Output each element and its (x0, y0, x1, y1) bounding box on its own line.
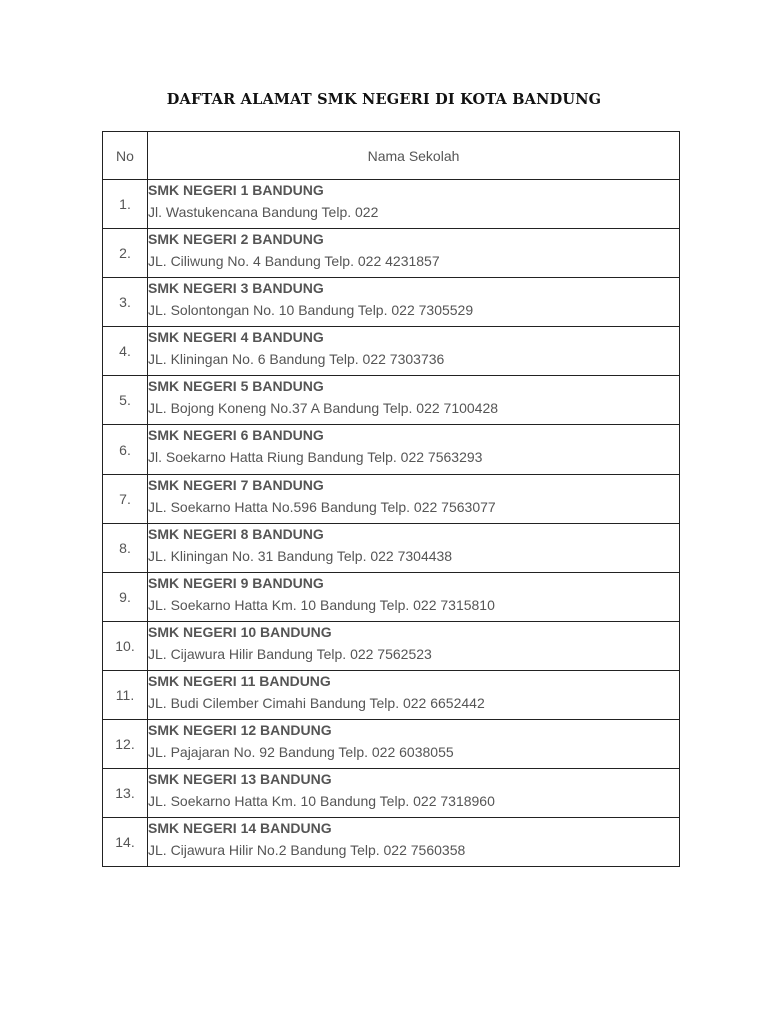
table-row (103, 523, 680, 572)
row-number: 7. (103, 474, 148, 523)
school-address: JL. Cijawura Hilir No.2 Bandung Telp. 022 7560358 (148, 842, 466, 859)
school-info-cell (148, 720, 680, 769)
row-number: 10. (103, 621, 148, 670)
school-info-cell (148, 180, 680, 229)
row-number: 9. (103, 572, 148, 621)
row-number: 13. (103, 769, 148, 818)
table-header-row (103, 132, 680, 180)
school-info-cell (148, 376, 680, 425)
school-info-cell (148, 278, 680, 327)
table-row (103, 572, 680, 621)
row-number: 3. (103, 278, 148, 327)
school-address: JL. Ciliwung No. 4 Bandung Telp. 022 4231857 (148, 253, 440, 270)
school-name: SMK NEGERI 13 BANDUNG (148, 771, 332, 788)
school-info-cell (148, 572, 680, 621)
row-number: 4. (103, 327, 148, 376)
school-name: SMK NEGERI 10 BANDUNG (148, 623, 332, 640)
row-number: 14. (103, 818, 148, 867)
table-row (103, 278, 680, 327)
row-number: 11. (103, 670, 148, 719)
school-name: SMK NEGERI 2 BANDUNG (148, 231, 324, 248)
school-address: JL. Soekarno Hatta Km. 10 Bandung Telp. 022 7318960 (148, 793, 495, 810)
school-name: SMK NEGERI 5 BANDUNG (148, 378, 324, 395)
school-info-cell (148, 769, 680, 818)
table-row (103, 327, 680, 376)
row-number: 1. (103, 180, 148, 229)
school-name: SMK NEGERI 12 BANDUNG (148, 722, 332, 739)
school-info-cell (148, 523, 680, 572)
school-table (102, 131, 680, 867)
school-name: SMK NEGERI 6 BANDUNG (148, 427, 324, 444)
school-info-cell (148, 670, 680, 719)
school-info-cell (148, 621, 680, 670)
school-address: Jl. Soekarno Hatta Riung Bandung Telp. 022 7563293 (148, 449, 483, 466)
school-info-cell (148, 229, 680, 278)
school-name: SMK NEGERI 3 BANDUNG (148, 280, 324, 297)
school-address: JL. Bojong Koneng No.37 A Bandung Telp. 022 7100428 (148, 400, 499, 417)
row-number: 12. (103, 720, 148, 769)
school-address: JL. Solontongan No. 10 Bandung Telp. 022 7305529 (148, 302, 474, 319)
row-number: 5. (103, 376, 148, 425)
school-name: SMK NEGERI 11 BANDUNG (148, 672, 331, 689)
school-address: JL. Kliningan No. 31 Bandung Telp. 022 7304438 (148, 547, 453, 564)
table-row (103, 180, 680, 229)
table-row (103, 425, 680, 474)
school-address: JL. Budi Cilember Cimahi Bandung Telp. 022 6652442 (148, 694, 485, 711)
table-row (103, 670, 680, 719)
school-address: JL. Soekarno Hatta Km. 10 Bandung Telp. 022 7315810 (148, 596, 495, 613)
school-name: SMK NEGERI 8 BANDUNG (148, 525, 324, 542)
school-name: SMK NEGERI 4 BANDUNG (148, 329, 324, 346)
table-body (103, 180, 680, 867)
school-info-cell (148, 425, 680, 474)
school-info-cell (148, 818, 680, 867)
table-row (103, 621, 680, 670)
school-address: Jl. Wastukencana Bandung Telp. 022 (148, 204, 379, 220)
school-address: JL. Pajajaran No. 92 Bandung Telp. 022 6038055 (148, 744, 454, 761)
school-name: SMK NEGERI 9 BANDUNG (148, 574, 324, 591)
school-address: JL. Kliningan No. 6 Bandung Telp. 022 7303736 (148, 351, 445, 368)
table-row (103, 818, 680, 867)
school-address: JL. Soekarno Hatta No.596 Bandung Telp. 022 7563077 (148, 498, 496, 515)
table-row (103, 474, 680, 523)
row-number: 6. (103, 425, 148, 474)
header-school-name: Nama Sekolah (148, 132, 680, 180)
school-name: SMK NEGERI 14 BANDUNG (148, 820, 332, 837)
table-row (103, 720, 680, 769)
row-number: 8. (103, 523, 148, 572)
header-no: No (103, 132, 148, 180)
document-title: DAFTAR ALAMAT SMK NEGERI DI KOTA BANDUNG (166, 91, 602, 108)
school-address: JL. Cijawura Hilir Bandung Telp. 022 7562523 (148, 645, 432, 662)
school-name: SMK NEGERI 1 BANDUNG (148, 182, 324, 198)
school-name: SMK NEGERI 7 BANDUNG (148, 476, 324, 493)
table-row (103, 376, 680, 425)
school-info-cell (148, 474, 680, 523)
table-row (103, 229, 680, 278)
row-number: 2. (103, 229, 148, 278)
school-info-cell (148, 327, 680, 376)
table-row (103, 769, 680, 818)
